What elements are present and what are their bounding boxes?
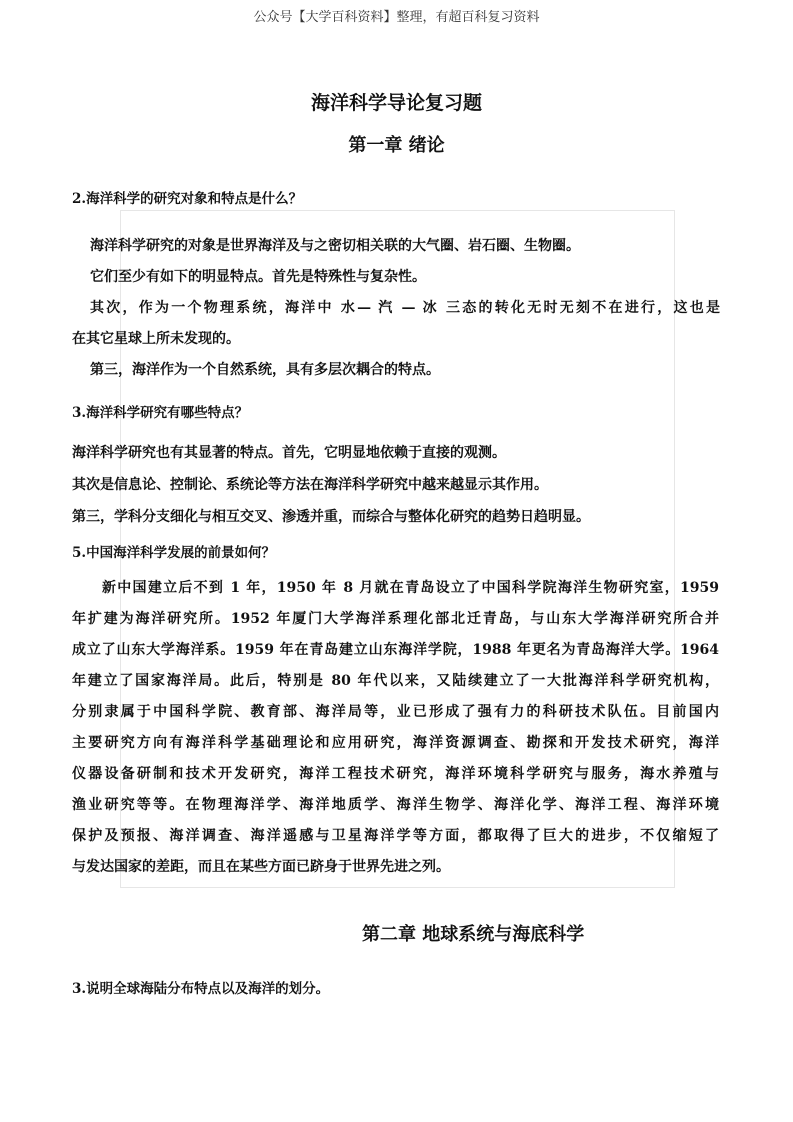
answer-line: 年建立了国家海洋局。此后，特别是 80 年代以来，又陆续建立了一大批海洋科学研究机构， — [72, 673, 719, 689]
question-3-chapter-2: 3.说明全球海陆分布特点以及海洋的划分。 — [72, 981, 330, 997]
answer-line: 分别隶属于中国科学院、教育部、海洋局等，业已形成了强有力的科研技术队伍。目前国内 — [72, 704, 719, 720]
answer-line: 仪器设备研制和技术开发研究，海洋工程技术研究，海洋环境科学研究与服务，海水养殖与 — [72, 766, 719, 782]
answer-line: 与发达国家的差距，而且在某些方面已跻身于世界先进之列。 — [72, 859, 450, 875]
answer-line: 新中国建立后不到 1 年，1950 年 8 月就在青岛设立了中国科学院海洋生物研究室，1959 — [102, 580, 719, 596]
answer-line: 海洋科学研究的对象是世界海洋及与之密切相关联的大气圈、岩石圈、生物圈。 — [90, 238, 580, 254]
answer-line: 其次，作为一个物理系统，海洋中 水— 汽 — 冰 三态的转化无时无刻不在进行，这也是 — [90, 300, 720, 316]
page-header: 公众号【大学百科资料】整理，有超百科复习资料 — [253, 10, 540, 25]
question-5: 5.中国海洋科学发展的前景如何？ — [72, 545, 276, 561]
answer-line: 第三，海洋作为一个自然系统，具有多层次耦合的特点。 — [90, 362, 440, 378]
answer-line: 其次是信息论、控制论、系统论等方法在海洋科学研究中越来越显示其作用。 — [72, 477, 548, 493]
answer-line: 渔业研究等等。在物理海洋学、海洋地质学、海洋生物学、海洋化学、海洋工程、海洋环境 — [72, 797, 719, 813]
question-2: 2.海洋科学的研究对象和特点是什么？ — [72, 191, 303, 207]
answer-line: 第三，学科分支细化与相互交叉、渗透并重，而综合与整体化研究的趋势日趋明显。 — [72, 509, 590, 525]
chapter-heading-1: 第一章 绪论 — [348, 135, 445, 156]
answer-line: 成立了山东大学海洋系。1959 年在青岛建立山东海洋学院，1988 年更名为青岛海洋大学。1964 — [72, 642, 719, 658]
chapter-heading-2: 第二章 地球系统与海底科学 — [362, 924, 585, 945]
answer-line: 它们至少有如下的明显特点。首先是特殊性与复杂性。 — [90, 269, 426, 285]
answer-line: 海洋科学研究也有其显著的特点。首先，它明显地依赖于直接的观测。 — [72, 445, 506, 461]
question-3: 3.海洋科学研究有哪些特点？ — [72, 405, 249, 421]
document-title: 海洋科学导论复习题 — [310, 92, 482, 114]
answer-line: 主要研究方向有海洋科学基础理论和应用研究，海洋资源调查、勘探和开发技术研究，海洋 — [72, 735, 719, 751]
answer-line: 保护及预报、海洋调查、海洋遥感与卫星海洋学等方面，都取得了巨大的进步，不仅缩短了 — [72, 828, 719, 844]
answer-line: 年扩建为海洋研究所。1952 年厦门大学海洋系理化部北迁青岛，与山东大学海洋研究所合并 — [72, 611, 719, 627]
answer-line: 在其它星球上所未发现的。 — [72, 331, 240, 347]
